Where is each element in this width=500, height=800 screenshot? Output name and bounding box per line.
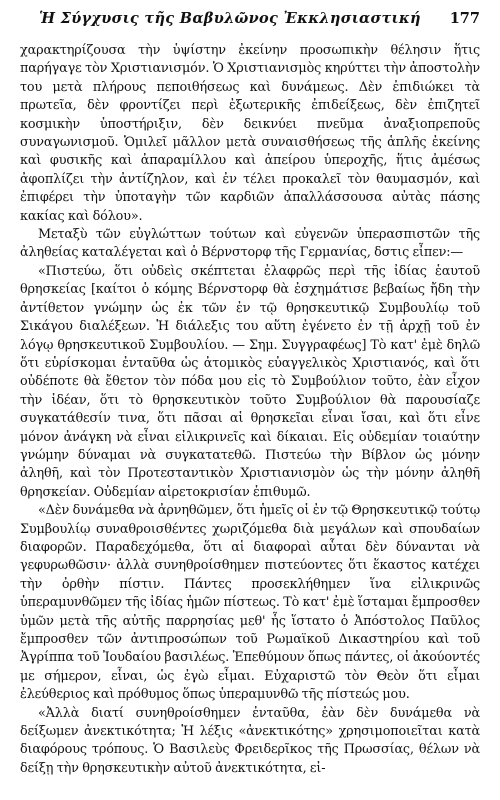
- paragraph-quote-2: «Δὲν δυνάμεθα νὰ ἀρνηθῶμεν, ὅτι ἡμεῖς οἱ ἐν τῷ Θρησκευτικῷ τούτῳ Συμβουλίῳ συναθροισθέντες χωριζόμεθα διὰ μεγάλων καὶ σπουδαίων διαφορῶν. Παραδεχόμεθα, ὅτι αἱ διαφοραὶ αὗται δὲν δύνανται νὰ γεφυρωθῶσιν· ἀλλὰ συνηθροίσθημεν πιστεύοντες ὅτι ἕκαστος κατέχει τὴν ὀρθὴν πίστιν. Πάντες προσεκλήθημεν ἵνα εἰλικρινῶς ὑπεραμυνθῶμεν τῆς ἰδίας ἡμῶν πίστεως. Τὸ κατ' ἐμὲ ἵσταμαι ἔμπροσθεν ὑμῶν μετὰ τῆς αὐτῆς παρρησίας μεθ' ἧς ἵστατο ὁ Ἀπόστολος Παῦλος ἔμπροσθεν τῶν ἀντιπροσώπων τοῦ Ρωμαϊκοῦ Δικαστηρίου καὶ τοῦ Ἀγρίππα τοῦ Ἰουδαίου βασιλέως. Ἐπεθύμουν ὅπως πάντες, οἱ ἀκούοντές με σήμερον, εἶναι, ὡς ἐγὼ εἶμαι. Εὐχαριστῶ τὸν Θεὸν ὅτι εἶμαι ἐλεύθεριος καὶ πρόθυμος ὅπως ὑπεραμυνθῶ τῆς πίστεώς μου.: [20, 503, 480, 703]
- running-title: Ἡ Σύγχυσις τῆς Βαβυλῶνος Ἐκκλησιαστική: [39, 10, 421, 27]
- paragraph-quote-1: «Πιστεύω, ὅτι οὐδεὶς σκέπτεται ἐλαφρῶς περὶ τῆς ἰδίας ἑαυτοῦ θρησκείας [καίτοι ὁ κόμης Βέρνστορφ θὰ ἐσχημάτισε βεβαίως ἤδη τὴν ἀντίθετον γνώμην ὡς ἐκ τῶν ἐν τῷ θρησκευτικῷ Συμβουλίῳ τοῦ Σικάγου διαλέξεων. Ἡ διάλεξις του αὕτη ἐγένετο ἐν τῇ ἀρχῇ τοῦ ἐν λόγῳ θρησκευτικοῦ Συμβουλίου. — Σημ. Συγγραφέως] Τὸ κατ' ἐμὲ δηλῶ ὅτι εὑρίσκομαι ἐνταῦθα ὡς ἀτομικὸς εὐαγγελικὸς Χριστιανός, καὶ ὅτι οὐδέποτε θὰ ἔθετον τὸν πόδα μου εἰς τὸ Συμβούλιον τοῦτο, ἐὰν εἶχον τὴν ἰδέαν, ὅτι τὸ θρησκευτικὸν τοῦτο Συμβούλιον θὰ παρουσίαζε συγκατάθεσίν τινα, ὅτι πᾶσαι αἱ θρησκεῖαι εἶναι ἴσαι, καὶ ὅτι εἶνε μόνον ἀνάγκη νὰ εἶναι εἰλικρινεῖς καὶ δίκαιαι. Εἰς οὐδεμίαν τοιαύτην γνώμην δύναμαι νὰ συγκατατεθῶ. Πιστεύω τὴν Βίβλον ὡς μόνην ἀληθῆ, καὶ τὸν Προτεσταντικὸν Χριστιανισμὸν ὡς τὴν μόνην ἀληθῆ θρησκείαν. Οὐδεμίαν αἱρετοκρισίαν ἐπιθυμῶ.: [20, 263, 480, 500]
- paragraph-continuation: χαρακτηρίζουσα τὴν ὑψίστην ἐκείνην προσωπικὴν θέλησιν ἥτις παρήγαγε τὸν Χριστιανισμόν. Ὁ Χριστιανισμὸς κηρύττει τὴν ἀποστολὴν του μετὰ πλήρους πεποιθήσεως καὶ δυνάμεως. Δὲν ἐπιδιώκει τὰ πρωτεῖα, δὲν φροντίζει περὶ ἐξωτερικῆς ἐπιδείξεως, δὲν ἐπιζητεῖ κοσμικὴν ὑποστήριξιν, δὲν δεικνύει πνεῦμα ἀναξιοπρεποῦς συναγωνισμοῦ. Ὁμιλεῖ μᾶλλον μετὰ συναισθήσεως τῆς ἁπλῆς ἐκείνης καὶ φυσικῆς καὶ ἀπαραμίλλου καὶ ἀπείρου ὑπεροχῆς, ἥτις ἀμέσως ἀφοπλίζει τὴν ἀντίζηλον, καὶ ἐν τέλει προκαλεῖ τὸν θαυμασμόν, καὶ ἐπιφέρει τὴν ὑποταγὴν τῶν καρδιῶν ἀπαλλάσσουσα αὐτὰς πάσης κακίας καὶ δόλου».: [20, 43, 480, 224]
- paragraph-quote-3: «Ἀλλὰ διατί συνηθροίσθημεν ἐνταῦθα, ἐὰν δὲν δυνάμεθα νὰ δείξωμεν ἀνεκτικότητα; Ἡ λέξις «ἀνεκτικότης» χρησιμοποιεῖται κατὰ διαφόρους τρόπους. Ὁ Βασιλεὺς Φρειδερῖκος τῆς Πρωσσίας, θέλων νὰ δείξῃ τὴν θρησκευτικὴν αὐτοῦ ἀνεκτικότητα, εἰ-: [20, 705, 480, 776]
- body-text: [20, 42, 480, 778]
- paragraph-bernstorff-intro: Μεταξὺ τῶν εὐγλώττων τούτων καὶ εὐγενῶν ὑπερασπιστῶν τῆς ἀληθείας καταλέγεται καὶ ὁ Βέρνστορφ τῆς Γερμανίας, δστις εἶπεν:—: [20, 227, 480, 261]
- page-number: 177: [449, 10, 480, 27]
- page-header: [20, 10, 480, 32]
